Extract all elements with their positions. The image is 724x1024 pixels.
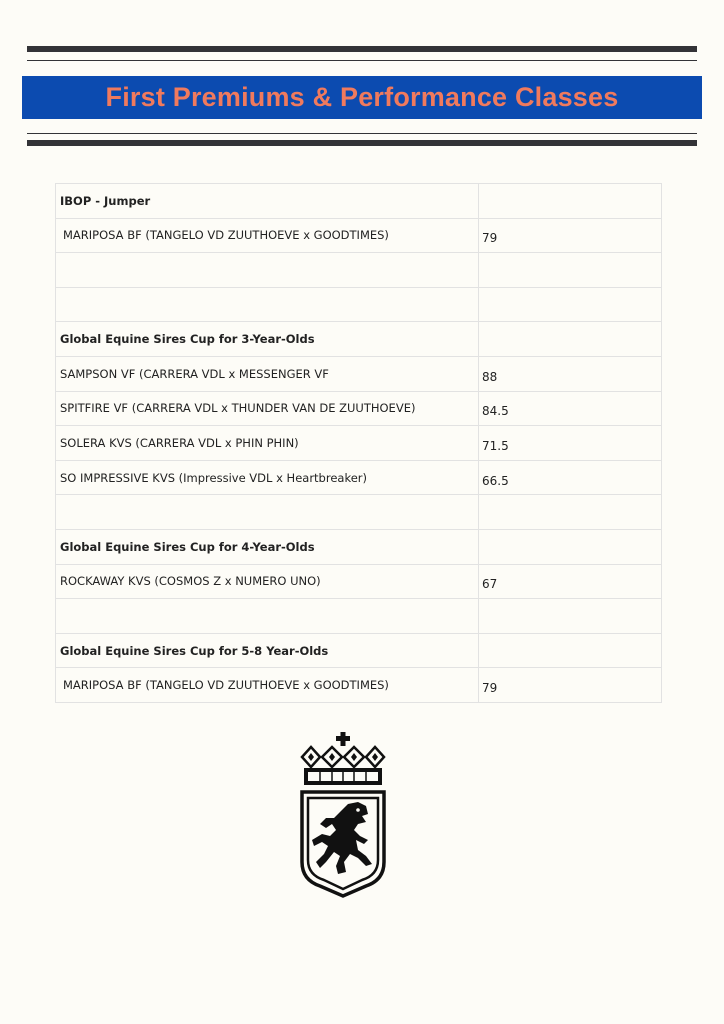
- entry-score: 84.5: [479, 391, 662, 426]
- class-heading: Global Equine Sires Cup for 3-Year-Olds: [56, 322, 479, 357]
- table-row: [56, 184, 662, 219]
- entry-score: [479, 287, 662, 322]
- entry-score: 79: [479, 218, 662, 253]
- entry-score: [479, 599, 662, 634]
- results-table-body: [56, 184, 662, 703]
- class-heading: Global Equine Sires Cup for 5-8 Year-Olds: [56, 633, 479, 668]
- top-rule-thick: [27, 46, 697, 52]
- entry-score: 71.5: [479, 426, 662, 461]
- entry-name: SAMPSON VF (CARRERA VDL x MESSENGER VF: [56, 356, 479, 391]
- entry-name: MARIPOSA BF (TANGELO VD ZUUTHOEVE x GOODTIMES): [56, 668, 479, 703]
- entry-name: [56, 287, 479, 322]
- entry-name: [56, 599, 479, 634]
- table-row: [56, 218, 662, 253]
- table-row: [56, 322, 662, 357]
- entry-name: SPITFIRE VF (CARRERA VDL x THUNDER VAN DE ZUUTHOEVE): [56, 391, 479, 426]
- entry-score: [479, 529, 662, 564]
- entry-score: [479, 253, 662, 288]
- crowned-lion-crest-icon: [296, 730, 390, 900]
- title-banner: [22, 76, 702, 119]
- entry-score: 88: [479, 356, 662, 391]
- table-row: [56, 287, 662, 322]
- class-heading: IBOP - Jumper: [56, 184, 479, 219]
- entry-score: 79: [479, 668, 662, 703]
- results-table: [55, 183, 662, 703]
- entry-name: [56, 495, 479, 530]
- table-row: [56, 529, 662, 564]
- page-title: First Premiums & Performance Classes: [105, 82, 619, 112]
- entry-score: 67: [479, 564, 662, 599]
- table-row: [56, 460, 662, 495]
- entry-name: SO IMPRESSIVE KVS (Impressive VDL x Heartbreaker): [56, 460, 479, 495]
- table-row: [56, 495, 662, 530]
- table-row: [56, 564, 662, 599]
- bottom-rule-thick: [27, 140, 697, 146]
- entry-score: 66.5: [479, 460, 662, 495]
- class-heading: Global Equine Sires Cup for 4-Year-Olds: [56, 529, 479, 564]
- entry-score: [479, 495, 662, 530]
- table-row: [56, 633, 662, 668]
- table-row: [56, 599, 662, 634]
- bottom-rule-thin: [27, 133, 697, 134]
- entry-name: MARIPOSA BF (TANGELO VD ZUUTHOEVE x GOODTIMES): [56, 218, 479, 253]
- entry-score: [479, 633, 662, 668]
- entry-name: ROCKAWAY KVS (COSMOS Z x NUMERO UNO): [56, 564, 479, 599]
- entry-score: [479, 184, 662, 219]
- entry-name: SOLERA KVS (CARRERA VDL x PHIN PHIN): [56, 426, 479, 461]
- table-row: [56, 356, 662, 391]
- top-rule-thin: [27, 60, 697, 61]
- table-row: [56, 668, 662, 703]
- entry-score: [479, 322, 662, 357]
- table-row: [56, 253, 662, 288]
- table-row: [56, 391, 662, 426]
- entry-name: [56, 253, 479, 288]
- table-row: [56, 426, 662, 461]
